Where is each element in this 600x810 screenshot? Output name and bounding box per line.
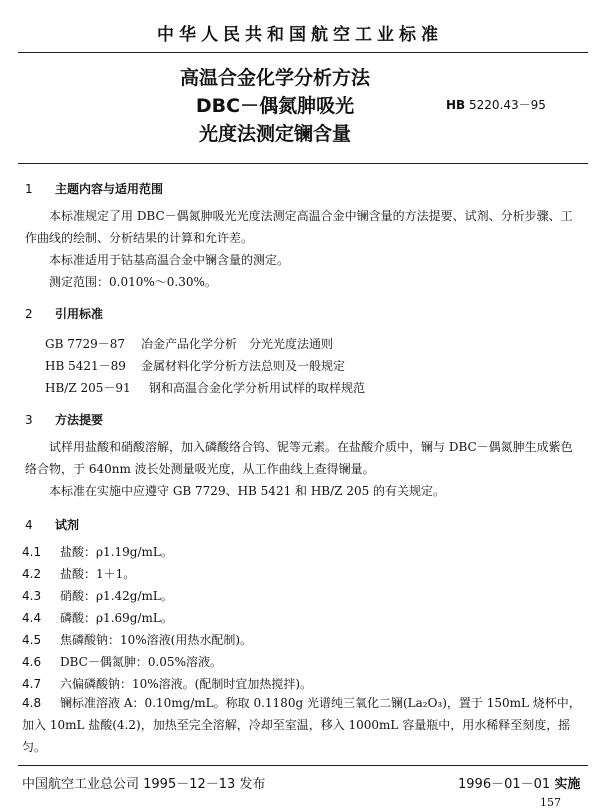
item-text: 硝酸：ρ1.42g/mL。	[60, 589, 173, 603]
implementation-date: 1996－01－01	[458, 777, 551, 792]
section-1-heading	[25, 180, 163, 197]
implementation-label: 实施	[554, 777, 581, 792]
issue-info: 中国航空工业总公司 1995－12－13 发布	[22, 777, 266, 792]
section-2-heading	[25, 305, 103, 322]
item-number: 4.6	[22, 655, 42, 669]
paragraph: 本标准适用于钴基高温合金中镧含量的测定。	[49, 253, 290, 267]
title-line-2: DBC－偶氮胂吸光	[195, 95, 355, 117]
standard-code-number: 5220.43－95	[469, 98, 546, 112]
item-number: 4.7	[22, 677, 42, 691]
reference-item	[45, 335, 333, 352]
reference-name: 冶金产品化学分析 分光光度法通则	[141, 337, 334, 351]
implementation-info	[458, 773, 580, 792]
item-text: 焦磷酸钠：10%溶液(用热水配制)。	[60, 633, 253, 647]
reference-code: HB 5421－89	[45, 359, 126, 373]
item-text: 镧标准溶液 A：0.10mg/mL。称取 0.1180g 光谱纯三氧化二镧(La₂O₃)，置于 150mL 烧杯中，加入 10mL 盐酸(4.2)，加热至完全溶解，冷却至室温，移入 1000mL 容量瓶中，用水稀释至刻度，摇匀。	[22, 696, 581, 754]
item-text: 盐酸：1＋1。	[60, 567, 136, 581]
reagent-item	[22, 609, 173, 626]
item-number: 4.3	[22, 589, 42, 603]
reference-item	[45, 357, 345, 374]
item-number: 4.2	[22, 567, 42, 581]
reference-code: GB 7729－87	[45, 337, 126, 351]
reference-code: HB/Z 205－91	[45, 381, 131, 395]
section-title: 引用标准	[55, 307, 104, 321]
standard-code-prefix: HB	[446, 98, 466, 112]
standard-code	[446, 96, 546, 113]
section-title: 主题内容与适用范围	[55, 182, 164, 196]
section-title: 方法提要	[55, 413, 104, 427]
section-3-heading	[25, 411, 103, 428]
reagent-item	[22, 565, 135, 582]
reagent-item	[22, 675, 312, 692]
reference-name: 金属材料化学分析方法总则及一般规定	[141, 359, 346, 373]
item-number: 4.1	[22, 545, 42, 559]
section-4-heading	[25, 516, 79, 533]
reference-item	[45, 379, 365, 396]
item-number: 4.4	[22, 611, 42, 625]
reagent-item	[22, 692, 587, 758]
section-1-body	[25, 205, 583, 293]
section-title: 试剂	[55, 518, 80, 532]
organization-title: 中华人民共和国航空工业标准	[157, 25, 443, 45]
paragraph: 试样用盐酸和硝酸溶解，加入磷酸络合钨、铌等元素。在盐酸介质中，镧与 DBC－偶氮胂生成紫色络合物，于 640nm 波长处测量吸光度，从工作曲线上查得镧量。	[25, 440, 573, 476]
section-number: 3	[25, 413, 33, 427]
section-number: 1	[25, 182, 33, 196]
standard-title	[140, 64, 410, 148]
paragraph: 本标准规定了用 DBC－偶氮胂吸光光度法测定高温合金中镧含量的方法提要、试剂、分析步骤、工作曲线的绘制、分析结果的计算和允许差。	[25, 209, 573, 245]
page-number: 157	[540, 796, 561, 809]
item-text: 盐酸：ρ1.19g/mL。	[60, 545, 173, 559]
footer-rule	[18, 765, 588, 766]
reagent-item	[22, 543, 173, 560]
item-text: 磷酸：ρ1.69g/mL。	[60, 611, 173, 625]
paragraph: 本标准在实施中应遵守 GB 7729、HB 5421 和 HB/Z 205 的有关规定。	[49, 484, 446, 498]
reagent-item	[22, 631, 252, 648]
reference-name: 钢和高温合金化学分析用试样的取样规范	[149, 381, 366, 395]
item-text: 六偏磷酸钠：10%溶液。(配制时宜加热搅拌)。	[60, 677, 313, 691]
paragraph: 测定范围：0.010%～0.30%。	[49, 275, 217, 289]
title-line-3: 光度法测定镧含量	[198, 123, 351, 145]
section-number: 4	[25, 518, 33, 532]
item-number: 4.8	[22, 696, 42, 710]
title-rule	[18, 163, 588, 164]
title-line-1: 高温合金化学分析方法	[179, 67, 370, 89]
section-3-body	[25, 436, 583, 502]
section-number: 2	[25, 307, 33, 321]
item-text: DBC－偶氮胂：0.05%溶液。	[60, 655, 222, 669]
item-number: 4.5	[22, 633, 42, 647]
reagent-item	[22, 587, 173, 604]
header-rule	[18, 52, 588, 53]
reagent-item	[22, 653, 222, 670]
